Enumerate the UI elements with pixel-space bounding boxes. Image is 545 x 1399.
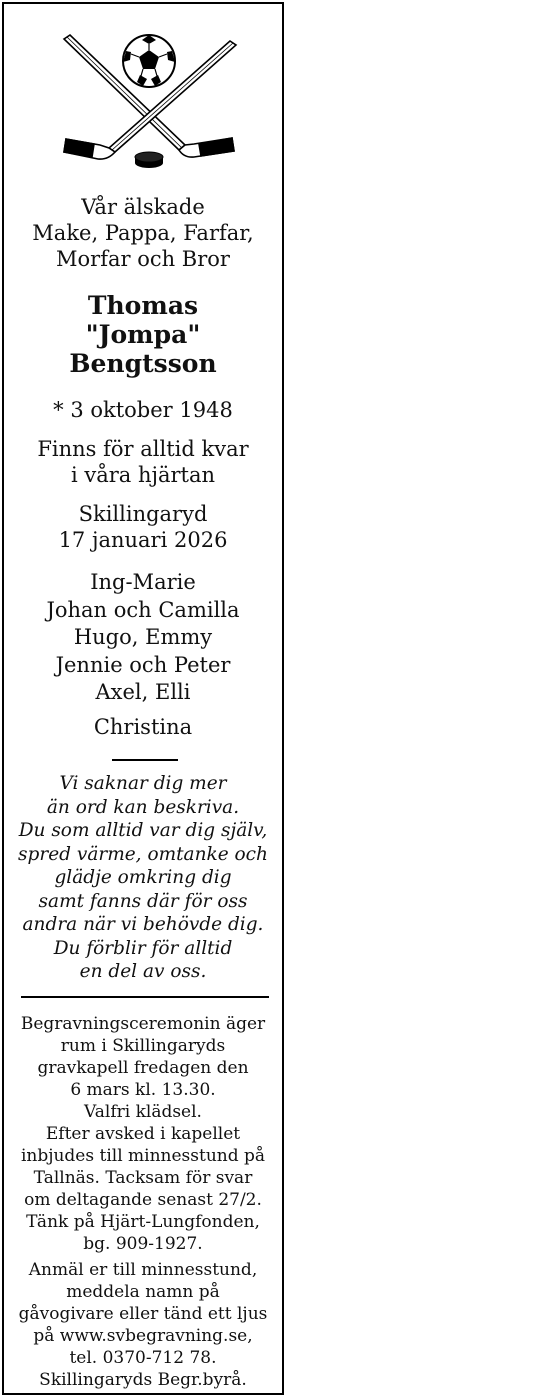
family-list <box>4 569 282 707</box>
ceremony-line: Valfri klädsel. <box>84 1102 202 1122</box>
family-member: Axel, Elli <box>95 680 191 704</box>
verse-line: Finns för alltid kvar <box>37 437 249 461</box>
poem <box>4 772 282 984</box>
birth-date <box>4 397 282 423</box>
deceased-name <box>4 291 282 378</box>
poem-line: glädje omkring dig <box>54 867 232 888</box>
poem-line: en del av oss. <box>79 961 207 982</box>
poem-line: Du förblir för alltid <box>53 937 233 959</box>
ceremony-line: Tallnäs. Tacksam för svar <box>33 1168 253 1188</box>
ceremony-line: Tänk på Hjärt-Lungfonden, <box>26 1212 260 1232</box>
place-line: Skillingaryd <box>78 502 208 526</box>
obituary-notice <box>2 2 284 1395</box>
notice-line: Skillingaryds Begr.byrå. <box>39 1370 247 1390</box>
notice-line: Anmäl er till minnesstund, <box>28 1260 258 1280</box>
crossed-hockey-sticks-ball-puck-icon <box>4 4 282 179</box>
ceremony-info <box>4 1013 282 1255</box>
poem-line: Vi saknar dig mer <box>59 773 227 794</box>
hockey-sticks-icon <box>4 4 282 179</box>
name-line: Thomas <box>87 291 199 320</box>
family-member: Jennie och Peter <box>55 652 231 677</box>
poem-line: spred värme, omtanke och <box>18 843 268 865</box>
ceremony-line: om deltagande senast 27/2. <box>24 1190 262 1210</box>
poem-line: än ord kan beskriva. <box>46 796 240 818</box>
ceremony-line: Begravningsceremonin äger <box>20 1014 266 1034</box>
intro-text <box>4 194 282 272</box>
name-line: Bengtsson <box>69 349 217 378</box>
ceremony-line: gravkapell fredagen den <box>37 1058 249 1078</box>
poem-line: Du som alltid var dig själv, <box>18 820 268 841</box>
intro-line: Morfar och Bror <box>56 247 230 271</box>
ceremony-line: 6 mars kl. 13.30. <box>70 1080 216 1100</box>
family-member: Hugo, Emmy <box>73 625 213 649</box>
ceremony-line: bg. 909-1927. <box>83 1234 203 1254</box>
memorial-notice <box>4 1259 282 1391</box>
verse-line: i våra hjärtan <box>70 463 216 487</box>
notice-line: gåvogivare eller tänd ett ljus <box>18 1304 268 1324</box>
intro-line: Make, Pappa, Farfar, <box>32 221 254 245</box>
place-and-date <box>4 501 282 553</box>
family-member: Johan och Camilla <box>46 597 240 622</box>
long-divider <box>21 996 269 998</box>
intro-line: Vår älskade <box>81 195 205 219</box>
memorial-verse <box>4 436 282 488</box>
ceremony-line: inbjudes till minnesstund på <box>20 1146 266 1166</box>
ceremony-line: rum i Skillingaryds <box>60 1036 226 1056</box>
date-line: 17 januari 2026 <box>58 528 228 552</box>
sibling-name: Christina <box>93 715 193 739</box>
ceremony-line: Efter avsked i kapellet <box>45 1124 241 1144</box>
short-divider <box>112 759 178 761</box>
name-line: "Jompa" <box>85 320 201 349</box>
poem-line: samt fanns där för oss <box>38 890 248 912</box>
poem-line: andra när vi behövde dig. <box>22 914 264 935</box>
sibling <box>4 714 282 740</box>
soccer-ball-icon <box>123 35 175 87</box>
birth-date-text: * 3 oktober 1948 <box>53 398 233 422</box>
puck-icon <box>135 152 163 168</box>
notice-line: tel. 0370-712 78. <box>69 1348 217 1368</box>
family-member: Ing-Marie <box>90 570 196 594</box>
notice-line: på www.svbegravning.se, <box>33 1326 253 1346</box>
notice-line: meddela namn på <box>66 1282 220 1302</box>
